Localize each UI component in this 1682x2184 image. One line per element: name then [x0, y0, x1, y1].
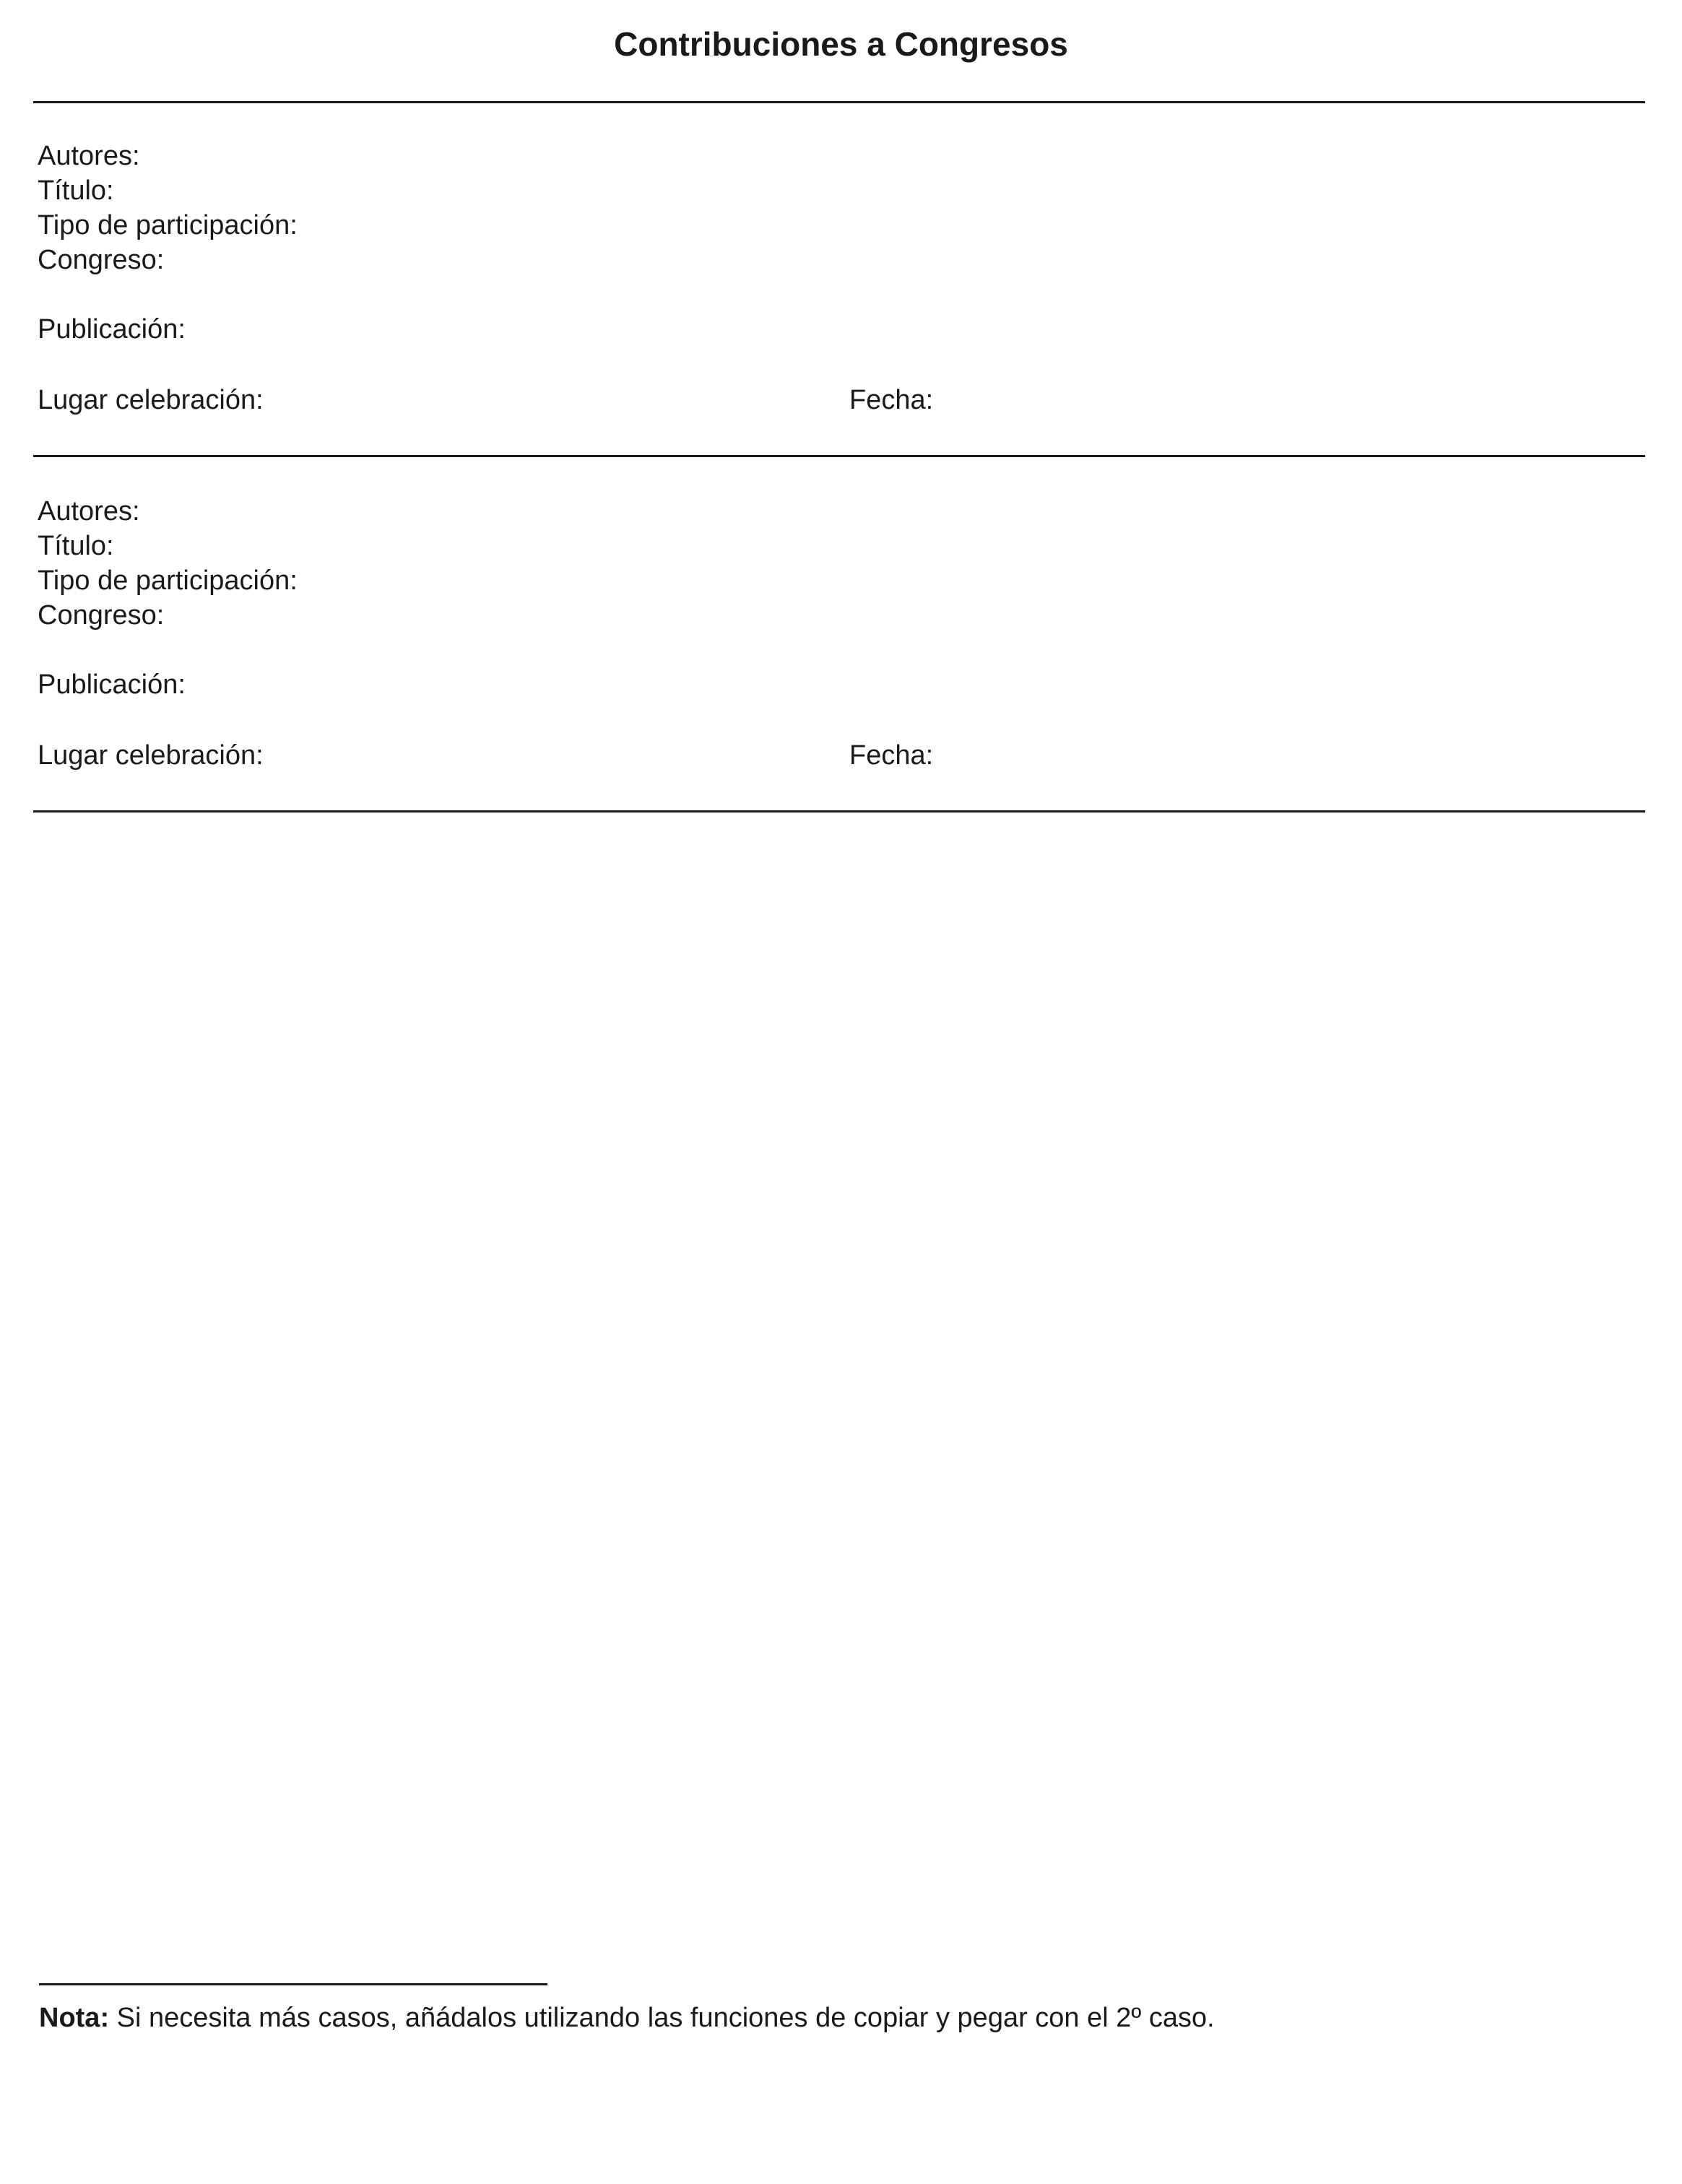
tipo-participacion-label: Tipo de participación:	[38, 210, 298, 240]
titulo-label: Título:	[38, 176, 114, 206]
autores-label: Autores:	[38, 496, 140, 526]
publicacion-label: Publicación:	[38, 670, 186, 700]
autores-label: Autores:	[38, 141, 140, 171]
fecha-label: Fecha:	[849, 740, 934, 771]
footnote	[39, 2001, 1215, 2035]
publicacion-label: Publicación:	[38, 314, 186, 344]
footnote-text: Si necesita más casos, añádalos utilizando las funciones de copiar y pegar con el 2º caso.	[109, 2003, 1215, 2033]
divider-top	[33, 101, 1645, 103]
footnote-label: Nota:	[39, 2003, 110, 2033]
page-title: Contribuciones a Congresos	[614, 25, 1068, 63]
lugar-celebracion-label: Lugar celebración:	[38, 740, 264, 771]
footnote-separator	[39, 1983, 547, 1985]
tipo-participacion-label: Tipo de participación:	[38, 566, 298, 596]
congreso-label: Congreso:	[38, 245, 165, 275]
lugar-celebracion-label: Lugar celebración:	[38, 385, 264, 415]
divider-bottom	[33, 810, 1645, 812]
congreso-label: Congreso:	[38, 600, 165, 630]
titulo-label: Título:	[38, 531, 114, 561]
fecha-label: Fecha:	[849, 385, 934, 415]
divider-middle	[33, 455, 1645, 457]
